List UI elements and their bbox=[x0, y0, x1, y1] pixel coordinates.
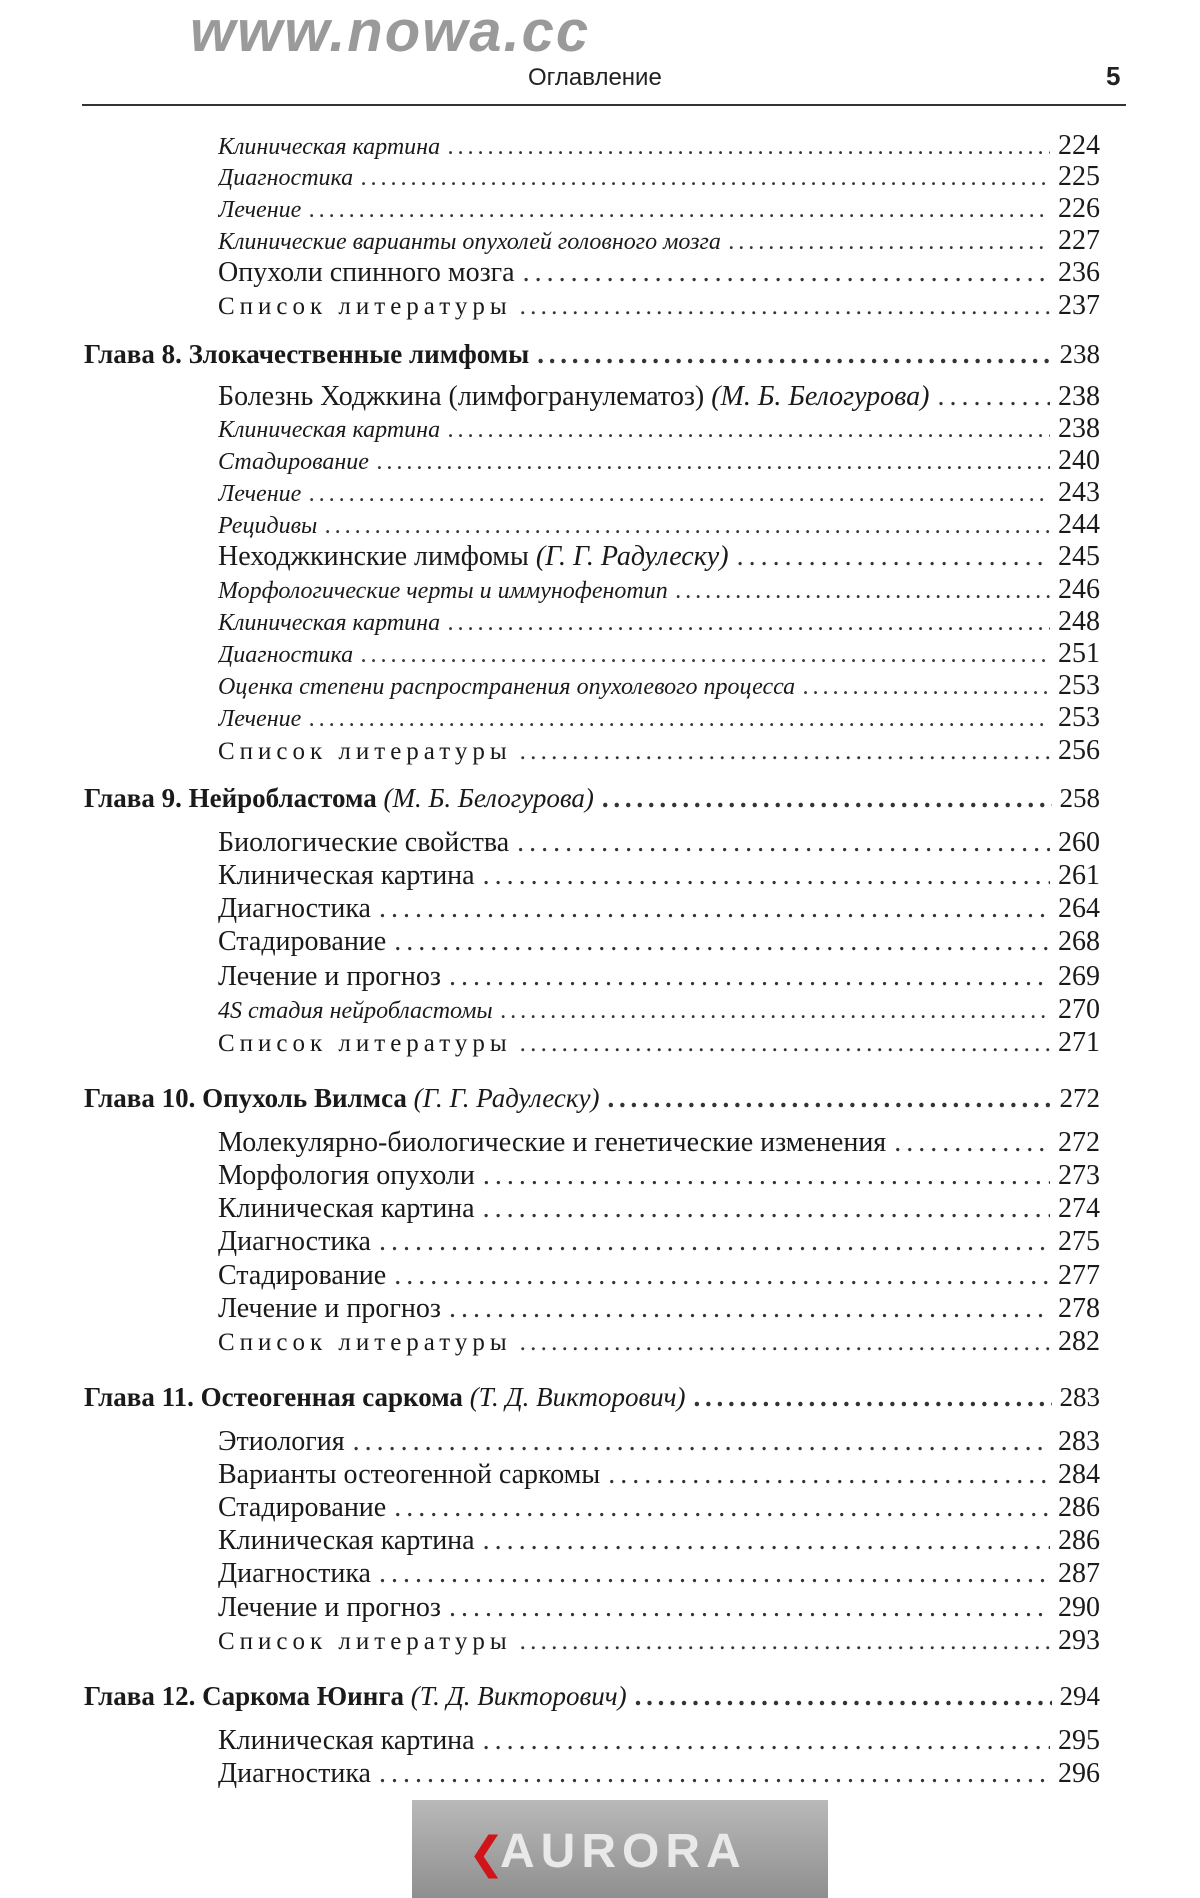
toc-entry bbox=[218, 290, 1100, 322]
toc-entry-title bbox=[218, 257, 515, 289]
toc-entry-title bbox=[218, 1193, 475, 1225]
toc-entry-label: Оценка степени распространения опухолевого процесса bbox=[218, 674, 796, 700]
toc-entry bbox=[218, 257, 1100, 289]
dot-leader bbox=[483, 1160, 1050, 1192]
toc-entry-label: Диагностика bbox=[218, 642, 354, 668]
running-head-title: Оглавление bbox=[528, 64, 662, 91]
toc-entry-label: Клиническая картина bbox=[218, 860, 475, 891]
toc-entry-title bbox=[218, 1226, 371, 1258]
toc-entry bbox=[218, 1525, 1100, 1557]
dot-leader bbox=[309, 197, 1050, 224]
toc-entry bbox=[218, 574, 1100, 606]
toc-entry bbox=[218, 702, 1100, 734]
toc-entry-title bbox=[84, 1382, 686, 1413]
dot-leader bbox=[608, 1459, 1050, 1491]
dot-leader bbox=[325, 513, 1050, 540]
toc-entry-page: 261 bbox=[1058, 860, 1100, 891]
dot-leader bbox=[448, 134, 1050, 161]
toc-entry-title bbox=[218, 1293, 441, 1325]
toc-entry-label: Диагностика bbox=[218, 1758, 371, 1789]
dot-leader bbox=[377, 449, 1050, 476]
toc-entry-page: 268 bbox=[1058, 926, 1100, 957]
dot-leader bbox=[676, 578, 1050, 605]
toc-entry-page: 238 bbox=[1058, 381, 1100, 412]
logo-text: AURORA bbox=[500, 1825, 747, 1878]
toc-entry bbox=[218, 1725, 1100, 1757]
dot-leader bbox=[523, 257, 1050, 289]
toc-entry-label: Стадирование bbox=[218, 926, 387, 957]
toc-entry bbox=[218, 1127, 1100, 1159]
toc-entry-page: 258 bbox=[1059, 783, 1100, 813]
dot-leader bbox=[379, 1758, 1050, 1790]
toc-entry-title bbox=[218, 1725, 475, 1757]
toc-entry-title bbox=[218, 1558, 371, 1590]
toc-entry-label: Клиническая картина bbox=[218, 1525, 475, 1556]
toc-entry bbox=[218, 130, 1100, 162]
toc-entry-page: 270 bbox=[1058, 994, 1100, 1025]
toc-entry-page: 246 bbox=[1058, 574, 1100, 605]
toc-entry bbox=[218, 509, 1100, 541]
toc-entry bbox=[218, 381, 1100, 413]
toc-entry-title bbox=[218, 610, 440, 637]
toc-entry bbox=[218, 541, 1100, 573]
toc-entry bbox=[218, 1558, 1100, 1590]
dot-leader bbox=[448, 610, 1050, 637]
dot-leader bbox=[448, 417, 1050, 444]
toc-entry-page: 286 bbox=[1058, 1492, 1100, 1523]
toc-entry bbox=[218, 225, 1100, 257]
toc-entry bbox=[218, 893, 1100, 925]
logo-swoosh-icon: ❮ bbox=[468, 1829, 505, 1878]
toc-entry-label: Морфологические черты и иммунофенотип bbox=[218, 578, 668, 604]
toc-entry bbox=[218, 1160, 1100, 1192]
dot-leader bbox=[729, 229, 1050, 256]
toc-entry-page: 271 bbox=[1058, 1027, 1100, 1058]
dot-leader bbox=[379, 1558, 1050, 1590]
toc-entry bbox=[218, 1426, 1100, 1458]
toc-entry-label: Биологические свойства bbox=[218, 827, 510, 858]
dot-leader bbox=[520, 293, 1050, 321]
dot-leader bbox=[602, 783, 1052, 814]
toc-entry bbox=[218, 735, 1100, 767]
toc-entry-label: Глава 9. Нейробластома bbox=[84, 783, 377, 813]
toc-entry-title bbox=[218, 827, 509, 859]
toc-entry-page: 260 bbox=[1058, 827, 1100, 858]
toc-entry-page: 272 bbox=[1058, 1127, 1100, 1158]
toc-entry-page: 295 bbox=[1058, 1725, 1100, 1756]
toc-entry-title bbox=[218, 481, 301, 508]
toc-entry-title bbox=[218, 642, 353, 669]
toc-entry-page: 277 bbox=[1058, 1260, 1100, 1291]
toc-entry-label: Лечение bbox=[218, 197, 302, 223]
dot-leader bbox=[309, 706, 1050, 733]
toc-entry-label: Глава 10. Опухоль Вилмса bbox=[84, 1083, 407, 1113]
toc-entry-author: (М. Б. Белогурова) bbox=[711, 381, 930, 412]
toc-entry-page: 282 bbox=[1058, 1326, 1100, 1357]
toc-entry-title bbox=[218, 1030, 512, 1058]
toc-entry-page: 269 bbox=[1058, 961, 1100, 992]
toc-entry-title bbox=[84, 1083, 599, 1114]
toc-entry-page: 236 bbox=[1058, 257, 1100, 288]
toc-entry-page: 253 bbox=[1058, 702, 1100, 733]
toc-entry-title bbox=[218, 229, 721, 256]
toc-entry-label: Клиническая картина bbox=[218, 610, 441, 636]
toc-entry bbox=[218, 1592, 1100, 1624]
toc-entry-title bbox=[218, 860, 475, 892]
toc-entry-page: 256 bbox=[1058, 735, 1100, 766]
toc-entry-title bbox=[218, 1758, 371, 1790]
toc-entry bbox=[218, 1492, 1100, 1524]
dot-leader bbox=[483, 1525, 1050, 1557]
toc-entry-title bbox=[218, 293, 512, 321]
toc-entry-title bbox=[218, 961, 441, 993]
dot-leader bbox=[394, 1492, 1050, 1524]
toc-entry-page: 264 bbox=[1058, 893, 1100, 924]
toc-entry-label: Лечение bbox=[218, 481, 302, 507]
toc-entry bbox=[218, 994, 1100, 1026]
toc-entry bbox=[218, 1625, 1100, 1657]
toc-entry-title bbox=[84, 1681, 627, 1712]
toc-entry-title bbox=[218, 1492, 386, 1524]
toc-entry-label: 4S стадия нейробластомы bbox=[218, 998, 493, 1024]
toc-entry-title bbox=[218, 381, 929, 413]
toc-entry-label: Неходжкинские лимфомы bbox=[218, 541, 529, 572]
toc-entry bbox=[218, 961, 1100, 993]
toc-entry-label: Этиология bbox=[218, 1426, 345, 1457]
dot-leader bbox=[449, 1293, 1050, 1325]
toc-entry-page: 244 bbox=[1058, 509, 1100, 540]
toc-entry bbox=[218, 1260, 1100, 1292]
toc-entry-label: Список литературы bbox=[218, 1628, 512, 1655]
dot-leader bbox=[309, 481, 1050, 508]
toc-entry-title bbox=[218, 1459, 600, 1491]
toc-entry-title bbox=[218, 738, 512, 766]
toc-entry-page: 287 bbox=[1058, 1558, 1100, 1589]
toc-chapter-entry bbox=[84, 1083, 1100, 1114]
toc-entry-page: 273 bbox=[1058, 1160, 1100, 1191]
toc-entry-title bbox=[218, 674, 795, 701]
toc-entry-title bbox=[218, 1329, 512, 1357]
toc-entry-page: 290 bbox=[1058, 1592, 1100, 1623]
dot-leader bbox=[394, 926, 1050, 958]
dot-leader bbox=[520, 1329, 1050, 1357]
dot-leader bbox=[537, 339, 1051, 370]
toc-entry-label: Клиническая картина bbox=[218, 1193, 475, 1224]
dot-leader bbox=[394, 1260, 1050, 1292]
toc-entry-label: Диагностика bbox=[218, 893, 371, 924]
dot-leader bbox=[520, 1628, 1050, 1656]
dot-leader bbox=[517, 827, 1050, 859]
toc-entry-page: 248 bbox=[1058, 606, 1100, 637]
toc-chapter-entry bbox=[84, 339, 1100, 370]
toc-entry-page: 224 bbox=[1058, 130, 1100, 161]
toc-entry-title bbox=[218, 513, 317, 540]
toc-entry bbox=[218, 926, 1100, 958]
toc-entry bbox=[218, 638, 1100, 670]
toc-entry-label: Клиническая картина bbox=[218, 134, 441, 160]
toc-entry-label: Диагностика bbox=[218, 1226, 371, 1257]
toc-entry-title bbox=[218, 134, 440, 161]
toc-entry-label: Список литературы bbox=[218, 738, 512, 765]
toc-entry bbox=[218, 1758, 1100, 1790]
toc-entry-author: (М. Б. Белогурова) bbox=[383, 783, 594, 813]
toc-entry-page: 278 bbox=[1058, 1293, 1100, 1324]
toc-entry-author: (Т. Д. Викторович) bbox=[469, 1382, 686, 1412]
dot-leader bbox=[737, 541, 1050, 573]
toc-entry-label: Лечение и прогноз bbox=[218, 1293, 441, 1324]
dot-leader bbox=[894, 1127, 1050, 1159]
toc-entry bbox=[218, 445, 1100, 477]
toc-entry-page: 275 bbox=[1058, 1226, 1100, 1257]
toc-entry-title bbox=[218, 165, 353, 192]
toc-entry-title bbox=[218, 893, 371, 925]
toc-entry-label: Рецидивы bbox=[218, 513, 318, 539]
toc-entry-label: Молекулярно-биологические и генетические изменения bbox=[218, 1127, 887, 1158]
dot-leader bbox=[520, 1030, 1050, 1058]
toc-entry-page: 226 bbox=[1058, 193, 1100, 224]
toc-entry bbox=[218, 1326, 1100, 1358]
toc-entry-page: 286 bbox=[1058, 1525, 1100, 1556]
dot-leader bbox=[803, 674, 1050, 701]
toc-entry-title bbox=[218, 1592, 441, 1624]
toc-entry-title bbox=[218, 578, 668, 605]
dot-leader bbox=[483, 1725, 1050, 1757]
toc-entry-title bbox=[218, 1426, 345, 1458]
toc-entry-title bbox=[84, 339, 529, 370]
toc-entry-page: 283 bbox=[1058, 1426, 1100, 1457]
toc-entry bbox=[218, 1459, 1100, 1491]
toc-entry-label: Стадирование bbox=[218, 1260, 387, 1291]
toc-entry-title bbox=[218, 1160, 475, 1192]
toc-entry bbox=[218, 1027, 1100, 1059]
toc-entry bbox=[218, 193, 1100, 225]
toc-entry-page: 237 bbox=[1058, 290, 1100, 321]
toc-entry bbox=[218, 1293, 1100, 1325]
dot-leader bbox=[501, 998, 1050, 1025]
toc-entry-title bbox=[218, 417, 440, 444]
toc-entry bbox=[218, 1193, 1100, 1225]
toc-entry-page: 284 bbox=[1058, 1459, 1100, 1490]
dot-leader bbox=[635, 1681, 1052, 1712]
toc-entry bbox=[218, 860, 1100, 892]
watermark-url: www.nowa.cc bbox=[190, 0, 591, 64]
dot-leader bbox=[379, 893, 1050, 925]
toc-entry-title bbox=[84, 783, 594, 814]
dot-leader bbox=[379, 1226, 1050, 1258]
toc-entry bbox=[218, 606, 1100, 638]
toc-entry-title bbox=[218, 706, 301, 733]
toc-entry-title bbox=[218, 449, 369, 476]
toc-entry-page: 253 bbox=[1058, 670, 1100, 701]
toc-entry-title bbox=[218, 1127, 886, 1159]
toc-entry-label: Список литературы bbox=[218, 293, 512, 320]
toc-entry-page: 294 bbox=[1059, 1681, 1100, 1711]
toc-entry-label: Глава 8. Злокачественные лимфомы bbox=[84, 339, 530, 369]
toc-entry-label: Стадирование bbox=[218, 449, 369, 475]
toc-entry-title bbox=[218, 1525, 475, 1557]
dot-leader bbox=[449, 1592, 1050, 1624]
toc-entry-label: Морфология опухоли bbox=[218, 1160, 475, 1191]
toc-entry-page: 238 bbox=[1059, 339, 1100, 369]
toc-entry-page: 240 bbox=[1058, 445, 1100, 476]
toc-entry-title bbox=[218, 541, 729, 573]
toc-entry-page: 245 bbox=[1058, 541, 1100, 572]
toc-entry-page: 272 bbox=[1059, 1083, 1100, 1113]
toc-entry-page: 296 bbox=[1058, 1758, 1100, 1789]
toc-entry-title bbox=[218, 998, 493, 1025]
toc-chapter-entry bbox=[84, 1681, 1100, 1712]
dot-leader bbox=[483, 860, 1050, 892]
dot-leader bbox=[483, 1193, 1050, 1225]
toc-entry bbox=[218, 477, 1100, 509]
dot-leader bbox=[353, 1426, 1050, 1458]
dot-leader bbox=[694, 1382, 1052, 1413]
toc-entry-label: Клиническая картина bbox=[218, 1725, 475, 1756]
toc-entry bbox=[218, 1226, 1100, 1258]
toc-entry-page: 238 bbox=[1058, 413, 1100, 444]
toc-entry-title bbox=[218, 1260, 386, 1292]
toc-entry-page: 251 bbox=[1058, 638, 1100, 669]
toc-entry-label: Болезнь Ходжкина (лимфогранулематоз) bbox=[218, 381, 705, 412]
toc-entry-label: Глава 11. Остеогенная саркома bbox=[84, 1382, 463, 1412]
dot-leader bbox=[449, 961, 1050, 993]
toc-entry-page: 283 bbox=[1059, 1382, 1100, 1412]
toc-entry-page: 225 bbox=[1058, 161, 1100, 192]
toc-entry-label: Клиническая картина bbox=[218, 417, 441, 443]
dot-leader bbox=[607, 1083, 1051, 1114]
toc-entry-page: 274 bbox=[1058, 1193, 1100, 1224]
dot-leader bbox=[361, 642, 1050, 669]
toc-entry-label: Опухоли спинного мозга bbox=[218, 257, 515, 288]
toc-entry-label: Список литературы bbox=[218, 1030, 512, 1057]
toc-entry-label: Диагностика bbox=[218, 1558, 371, 1589]
toc-entry-author: (Г. Г. Радулеску) bbox=[535, 541, 729, 572]
page-number: 5 bbox=[1106, 61, 1121, 91]
toc-entry-label: Лечение и прогноз bbox=[218, 961, 441, 992]
toc-entry-title bbox=[218, 926, 386, 958]
toc-entry-label: Лечение и прогноз bbox=[218, 1592, 441, 1623]
toc-entry-label: Диагностика bbox=[218, 165, 354, 191]
dot-leader bbox=[361, 165, 1050, 192]
toc-entry bbox=[218, 827, 1100, 859]
toc-entry-label: Лечение bbox=[218, 706, 302, 732]
toc-entry-label: Глава 12. Саркома Юинга bbox=[84, 1681, 405, 1711]
toc-chapter-entry bbox=[84, 1382, 1100, 1413]
toc-entry-author: (Г. Г. Радулеску) bbox=[413, 1083, 600, 1113]
toc-entry-title bbox=[218, 197, 301, 224]
toc-entry-author: (Т. Д. Викторович) bbox=[410, 1681, 627, 1711]
toc-entry bbox=[218, 670, 1100, 702]
toc-entry-label: Варианты остеогенной саркомы bbox=[218, 1459, 601, 1490]
toc-entry bbox=[218, 413, 1100, 445]
toc-entry-title bbox=[218, 1628, 512, 1656]
dot-leader bbox=[520, 738, 1050, 766]
toc-entry-page: 227 bbox=[1058, 225, 1100, 256]
toc-entry-label: Список литературы bbox=[218, 1329, 512, 1356]
toc-entry-page: 243 bbox=[1058, 477, 1100, 508]
dot-leader bbox=[937, 381, 1050, 413]
toc-entry-label: Стадирование bbox=[218, 1492, 387, 1523]
toc-entry-label: Клинические варианты опухолей головного мозга bbox=[218, 229, 721, 255]
toc-entry-page: 293 bbox=[1058, 1625, 1100, 1656]
toc-chapter-entry bbox=[84, 783, 1100, 814]
toc-entry bbox=[218, 161, 1100, 193]
